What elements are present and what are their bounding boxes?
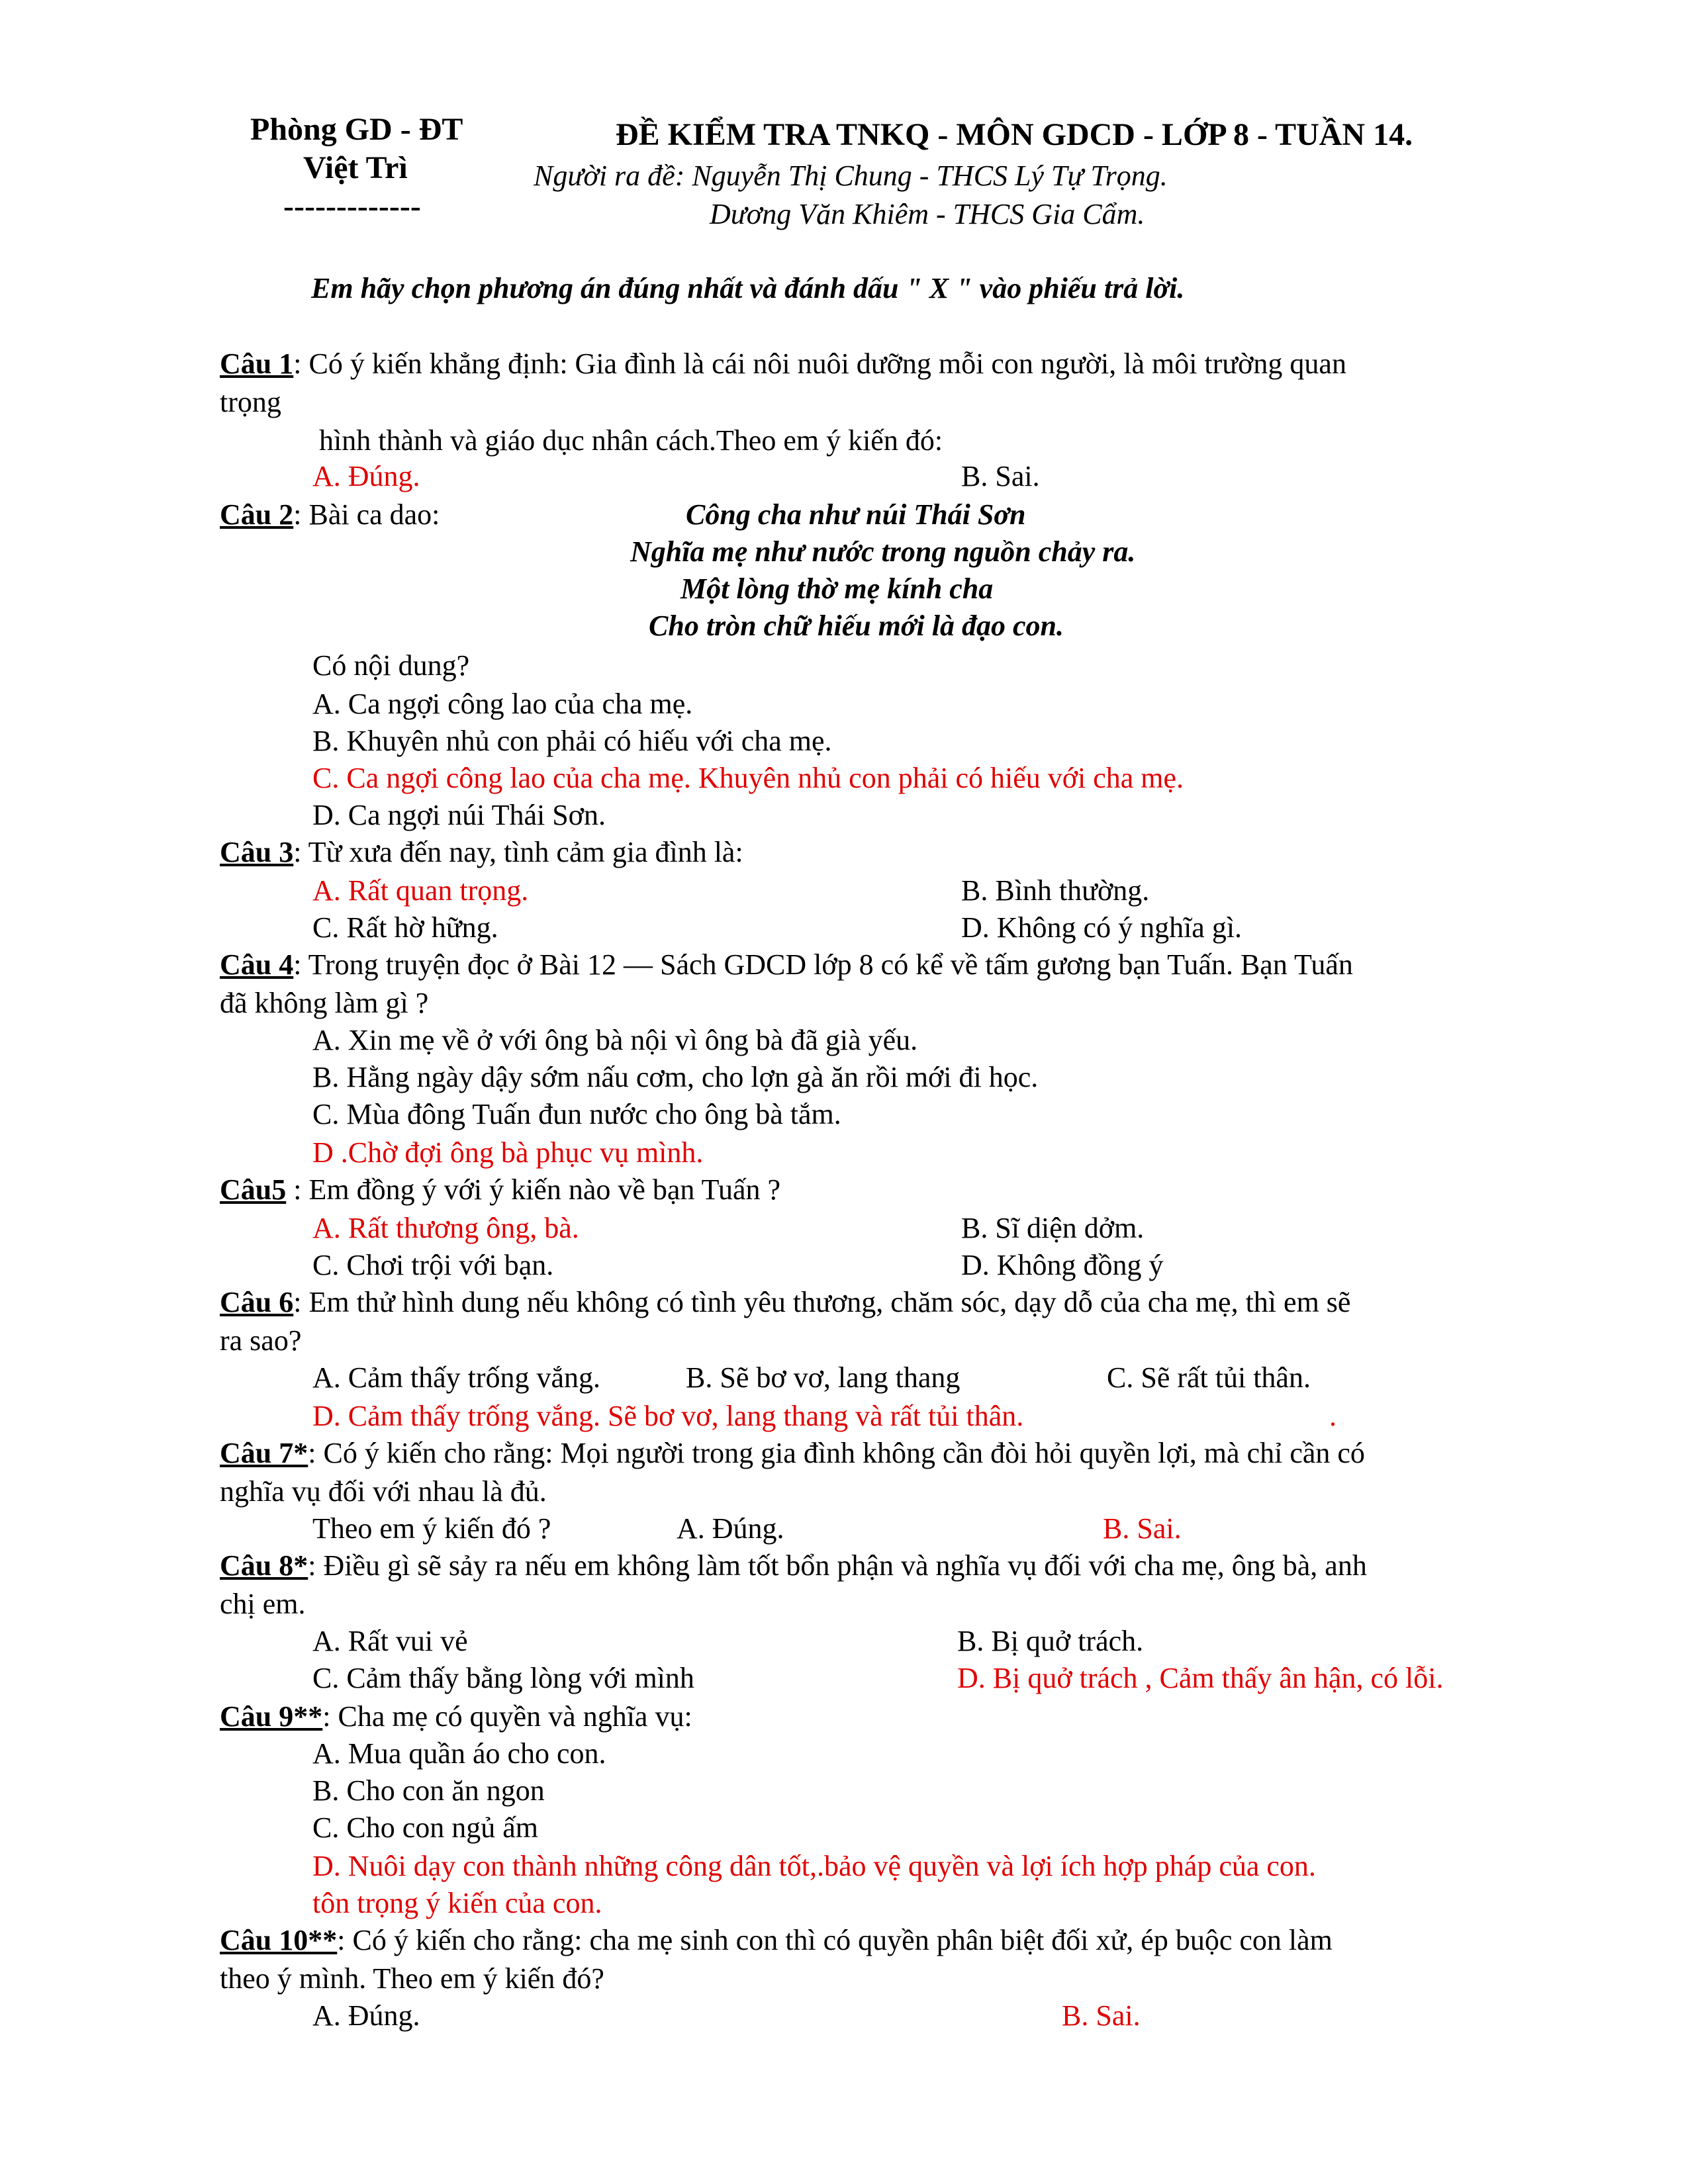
poem-line-1: Công cha như núi Thái Sơn (686, 498, 1026, 531)
q9-option-d-line-2: tôn trọng ý kiến của con. (312, 1887, 602, 1919)
question-label: Câu5 (220, 1173, 287, 1206)
question-label: Câu 10** (220, 1924, 338, 1956)
exam-title: ĐỀ KIỂM TRA TNKQ - MÔN GDCD - LỚP 8 - TUẦN 14. (616, 117, 1413, 152)
department-city: Việt Trì (303, 150, 408, 185)
instruction: Em hãy chọn phương án đúng nhất và đánh dấu " X " vào phiếu trả lời. (311, 272, 1185, 304)
q4-option-c: C. Mùa đông Tuấn đun nước cho ông bà tắm. (312, 1098, 841, 1130)
question-text: : Em đồng ý với ý kiến nào về bạn Tuấn ? (286, 1173, 781, 1206)
q2-option-b: B. Khuyên nhủ con phải có hiếu với cha mẹ. (312, 725, 832, 757)
question-text: : Bài ca dao: (293, 498, 440, 531)
q3-option-a: A. Rất quan trọng. (312, 874, 529, 907)
q8-option-a: A. Rất vui vẻ (312, 1625, 468, 1657)
q8-option-d: D. Bị quở trách , Cảm thấy ân hận, có lỗi. (957, 1662, 1444, 1694)
question-4-text-line-2: đã không làm gì ? (220, 987, 429, 1019)
q4-option-a: A. Xin mẹ về ở với ông bà nội vì ông bà đã già yếu. (312, 1024, 918, 1056)
department-name: Phòng GD - ĐT (250, 112, 463, 147)
q7-prompt: Theo em ý kiến đó ? (312, 1512, 551, 1545)
question-text: : Trong truyện đọc ở Bài 12 — Sách GDCD lớp 8 có kể về tấm gương bạn Tuấn. Bạn Tuấn (293, 948, 1353, 981)
question-label: Câu 7* (220, 1437, 308, 1469)
q1-option-b: B. Sai. (961, 460, 1040, 492)
q9-option-a: A. Mua quần áo cho con. (312, 1737, 606, 1770)
q5-option-c: C. Chơi trội với bạn. (312, 1249, 554, 1281)
q5-option-d: D. Không đồng ý (961, 1249, 1164, 1281)
question-label: Câu 2 (220, 498, 294, 531)
q5-option-b: B. Sĩ diện dởm. (961, 1212, 1145, 1244)
question-8 (220, 1549, 1367, 1582)
question-6 (220, 1285, 1350, 1319)
question-1-text-line-2: trọng (220, 386, 281, 418)
q2-prompt: Có nội dung? (312, 649, 470, 682)
q2-option-d: D. Ca ngợi núi Thái Sơn. (312, 799, 606, 831)
q6-trailing-dot: . (1329, 1400, 1336, 1432)
q2-option-a: A. Ca ngợi công lao của cha mẹ. (312, 688, 693, 720)
question-7 (220, 1436, 1365, 1470)
question-text: : Có ý kiến cho rằng: Mọi người trong gia đình không cần đòi hỏi quyền lợi, mà chỉ cần có (308, 1437, 1365, 1469)
author-line-2: Dương Văn Khiêm - THCS Gia Cẩm. (710, 198, 1145, 230)
q10-option-b: B. Sai. (1062, 1999, 1141, 2032)
q6-option-b: B. Sẽ bơ vơ, lang thang (686, 1361, 961, 1394)
q10-option-a: A. Đúng. (312, 1999, 420, 2032)
q6-option-d: D. Cảm thấy trống vắng. Sẽ bơ vơ, lang thang và rất tủi thân. (312, 1400, 1024, 1432)
question-4 (220, 948, 1353, 981)
question-3 (220, 835, 743, 869)
question-10 (220, 1923, 1333, 1957)
question-1-text-line-3: hình thành và giáo dục nhân cách.Theo em ý kiến đó: (319, 424, 943, 457)
q6-option-c: C. Sẽ rất tủi thân. (1107, 1361, 1311, 1394)
poem-line-2: Nghĩa mẹ như nước trong nguồn chảy ra. (630, 535, 1136, 568)
q3-option-b: B. Bình thường. (961, 874, 1150, 907)
q7-option-a: A. Đúng. (677, 1512, 784, 1545)
question-label: Câu 6 (220, 1286, 294, 1318)
question-text: : Có ý kiến khẳng định: Gia đình là cái nôi nuôi dưỡng mỗi con người, là môi trường quan (293, 347, 1346, 380)
department-dashes: ------------- (283, 189, 421, 224)
q9-option-d: D. Nuôi dạy con thành những công dân tốt,.bảo vệ quyền và lợi ích hợp pháp của con. (312, 1850, 1316, 1882)
q6-option-a: A. Cảm thấy trống vắng. (312, 1361, 601, 1394)
question-6-text-line-2: ra sao? (220, 1324, 302, 1357)
question-text: : Cha mẹ có quyền và nghĩa vụ: (322, 1700, 692, 1733)
q3-option-c: C. Rất hờ hững. (312, 911, 498, 944)
author-line-1: Người ra đề: Nguyễn Thị Chung - THCS Lý Tự Trọng. (534, 159, 1168, 192)
question-label: Câu 9** (220, 1700, 323, 1733)
q9-option-b: B. Cho con ăn ngon (312, 1774, 545, 1807)
question-9 (220, 1700, 692, 1733)
question-label: Câu 8* (220, 1549, 308, 1582)
q8-option-b: B. Bị quở trách. (957, 1625, 1144, 1657)
question-text: : Em thử hình dung nếu không có tình yêu thương, chăm sóc, dạy dỗ của cha mẹ, thì em sẽ (293, 1286, 1351, 1318)
question-2 (220, 498, 440, 531)
q9-option-c: C. Cho con ngủ ấm (312, 1811, 538, 1844)
question-text: : Có ý kiến cho rằng: cha mẹ sinh con thì có quyền phân biệt đối xử, ép buộc con làm (337, 1924, 1333, 1956)
question-label: Câu 3 (220, 836, 294, 868)
q7-option-b: B. Sai. (1103, 1512, 1182, 1545)
question-text: : Điều gì sẽ sảy ra nếu em không làm tốt bổn phận và nghĩa vụ đối với cha mẹ, ông bà, anh (308, 1549, 1367, 1582)
poem-line-4: Cho tròn chữ hiếu mới là đạo con. (649, 610, 1064, 642)
question-7-text-line-2: nghĩa vụ đối với nhau là đủ. (220, 1475, 547, 1508)
q4-option-b: B. Hằng ngày dậy sớm nấu cơm, cho lợn gà ăn rồi mới đi học. (312, 1061, 1039, 1093)
question-10-text-line-2: theo ý mình. Theo em ý kiến đó? (220, 1962, 604, 1995)
question-8-text-line-2: chị em. (220, 1588, 306, 1620)
q4-option-d: D .Chờ đợi ông bà phục vụ mình. (312, 1136, 704, 1169)
question-label: Câu 4 (220, 948, 294, 981)
question-text: : Từ xưa đến nay, tình cảm gia đình là: (293, 836, 743, 868)
q1-option-a: A. Đúng. (312, 460, 420, 492)
q2-option-c: C. Ca ngợi công lao của cha mẹ. Khuyên nhủ con phải có hiếu với cha mẹ. (312, 762, 1184, 794)
question-1 (220, 347, 1346, 381)
q3-option-d: D. Không có ý nghĩa gì. (961, 911, 1243, 944)
question-5 (220, 1173, 780, 1206)
poem-line-3: Một lòng thờ mẹ kính cha (680, 572, 994, 605)
q8-option-c: C. Cảm thấy bằng lòng với mình (312, 1662, 694, 1694)
question-label: Câu 1 (220, 347, 294, 380)
q5-option-a: A. Rất thương ông, bà. (312, 1212, 579, 1244)
